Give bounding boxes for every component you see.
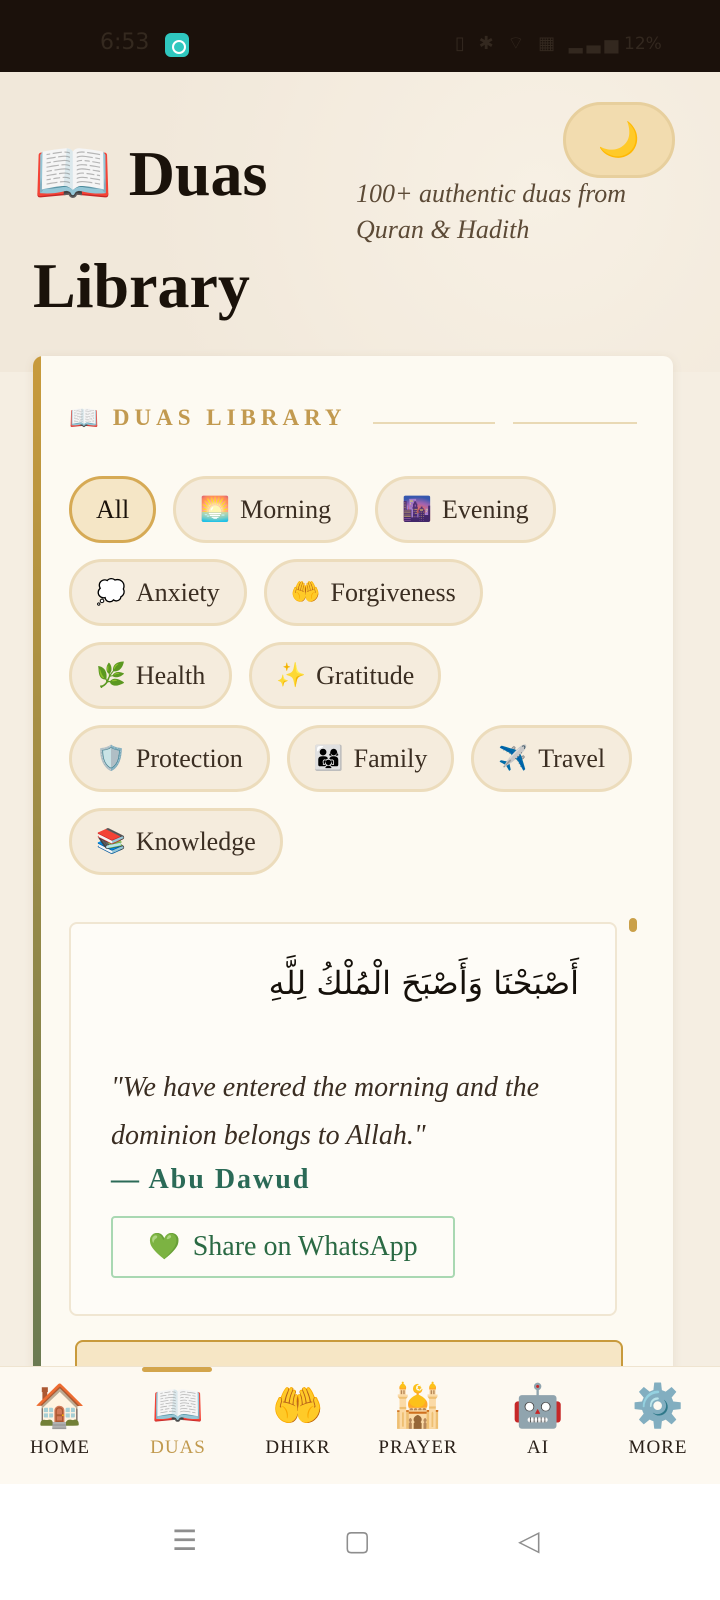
robot-icon: 🤖: [511, 1381, 565, 1430]
airplane-icon: ✈️: [498, 746, 529, 772]
menu-icon[interactable]: ☰: [172, 1524, 198, 1557]
page-title: 📖 Duas Library: [33, 138, 268, 321]
battery-level: 12%: [624, 34, 662, 54]
scrollbar-thumb[interactable]: [629, 918, 637, 932]
section-divider: [513, 422, 637, 424]
nav-label: DHIKR: [265, 1437, 331, 1458]
page-header: [0, 72, 720, 372]
category-chip-all[interactable]: [69, 476, 156, 543]
palms-up-icon: 🤲: [271, 1381, 325, 1430]
nav-label: PRAYER: [378, 1437, 458, 1458]
sparkles-icon: ✨: [276, 663, 307, 689]
section-label: DUAS LIBRARY: [112, 405, 347, 430]
system-navigation-bar: [0, 1484, 720, 1600]
chip-label: Gratitude: [316, 660, 415, 690]
share-button-label: Share on WhatsApp: [192, 1231, 418, 1262]
dusk-city-icon: 🌆: [402, 497, 433, 523]
nav-ai[interactable]: [478, 1367, 598, 1485]
category-chip-evening[interactable]: [375, 476, 556, 543]
card-accent-bar: [33, 356, 41, 1376]
nav-dhikr[interactable]: [238, 1367, 358, 1485]
status-icons: ▯ ✱ ⌔ ▦ ▂▃▅: [455, 33, 623, 54]
category-chip-morning[interactable]: [173, 476, 358, 543]
palms-up-icon: 🤲: [290, 580, 321, 606]
chip-label: Morning: [240, 494, 332, 524]
chip-label: Anxiety: [135, 577, 220, 607]
category-chip-protection[interactable]: [69, 725, 270, 792]
bottom-navigation: [0, 1366, 720, 1484]
chip-label: Travel: [538, 743, 606, 773]
books-icon: 📚: [96, 829, 126, 855]
dua-arabic-text: أَصْبَحْنَا وَأَصْبَحَ الْمُلْكُ لِلَّهِ: [268, 964, 579, 1002]
status-bar: [0, 0, 720, 72]
book-icon: 📖: [69, 404, 99, 432]
category-chip-knowledge[interactable]: [69, 808, 283, 875]
duas-card: [33, 356, 673, 1376]
nav-more[interactable]: [598, 1367, 718, 1485]
home-square-icon[interactable]: ▢: [344, 1524, 371, 1557]
category-filters: [69, 476, 649, 891]
nav-label: MORE: [628, 1437, 688, 1458]
chip-label: All: [96, 494, 130, 524]
shield-icon: 🛡️: [96, 746, 126, 772]
chip-label: Protection: [135, 743, 243, 773]
chip-label: Family: [353, 743, 428, 773]
mosque-icon: 🕌: [391, 1381, 445, 1430]
family-icon: 👨‍👩‍👧: [313, 746, 344, 772]
share-whatsapp-button[interactable]: [111, 1216, 455, 1278]
status-time: 6:53: [100, 30, 150, 55]
theme-toggle-button[interactable]: [563, 102, 675, 178]
green-heart-icon: 💚: [148, 1232, 181, 1261]
gear-icon: ⚙️: [631, 1381, 685, 1430]
category-chip-family[interactable]: [287, 725, 455, 792]
chip-label: Health: [135, 660, 206, 690]
back-triangle-icon[interactable]: ◁: [518, 1524, 540, 1557]
chip-label: Evening: [442, 494, 529, 524]
nav-label: HOME: [30, 1437, 90, 1458]
category-chip-gratitude[interactable]: [249, 642, 441, 709]
thought-bubble-icon: 💭: [96, 580, 126, 606]
category-chip-anxiety[interactable]: [69, 559, 247, 626]
page-subtitle: 100+ authentic duas from Quran & Hadith: [356, 179, 627, 244]
notification-app-icon: [165, 33, 189, 57]
house-icon: 🏠: [33, 1381, 87, 1430]
category-chip-health[interactable]: [69, 642, 232, 709]
nav-label: DUAS: [150, 1437, 206, 1458]
category-chip-travel[interactable]: [471, 725, 632, 792]
dua-item: [69, 922, 617, 1316]
herb-icon: 🌿: [96, 663, 126, 689]
moon-icon: 🌙: [597, 120, 641, 160]
chip-label: Knowledge: [135, 826, 256, 856]
section-divider: [373, 422, 495, 424]
nav-home[interactable]: [0, 1367, 120, 1485]
section-header: [69, 404, 347, 432]
dua-translation: "We have entered the morning and the dominion belongs to Allah.": [111, 1072, 540, 1151]
sunrise-icon: 🌅: [200, 497, 231, 523]
nav-duas[interactable]: [118, 1367, 238, 1485]
chip-label: Forgiveness: [330, 577, 456, 607]
nav-prayer[interactable]: [358, 1367, 478, 1485]
nav-label: AI: [526, 1437, 550, 1458]
open-book-icon: 📖: [151, 1381, 205, 1430]
category-chip-forgiveness[interactable]: [264, 559, 483, 626]
dua-source: — Abu Dawud: [111, 1164, 311, 1195]
